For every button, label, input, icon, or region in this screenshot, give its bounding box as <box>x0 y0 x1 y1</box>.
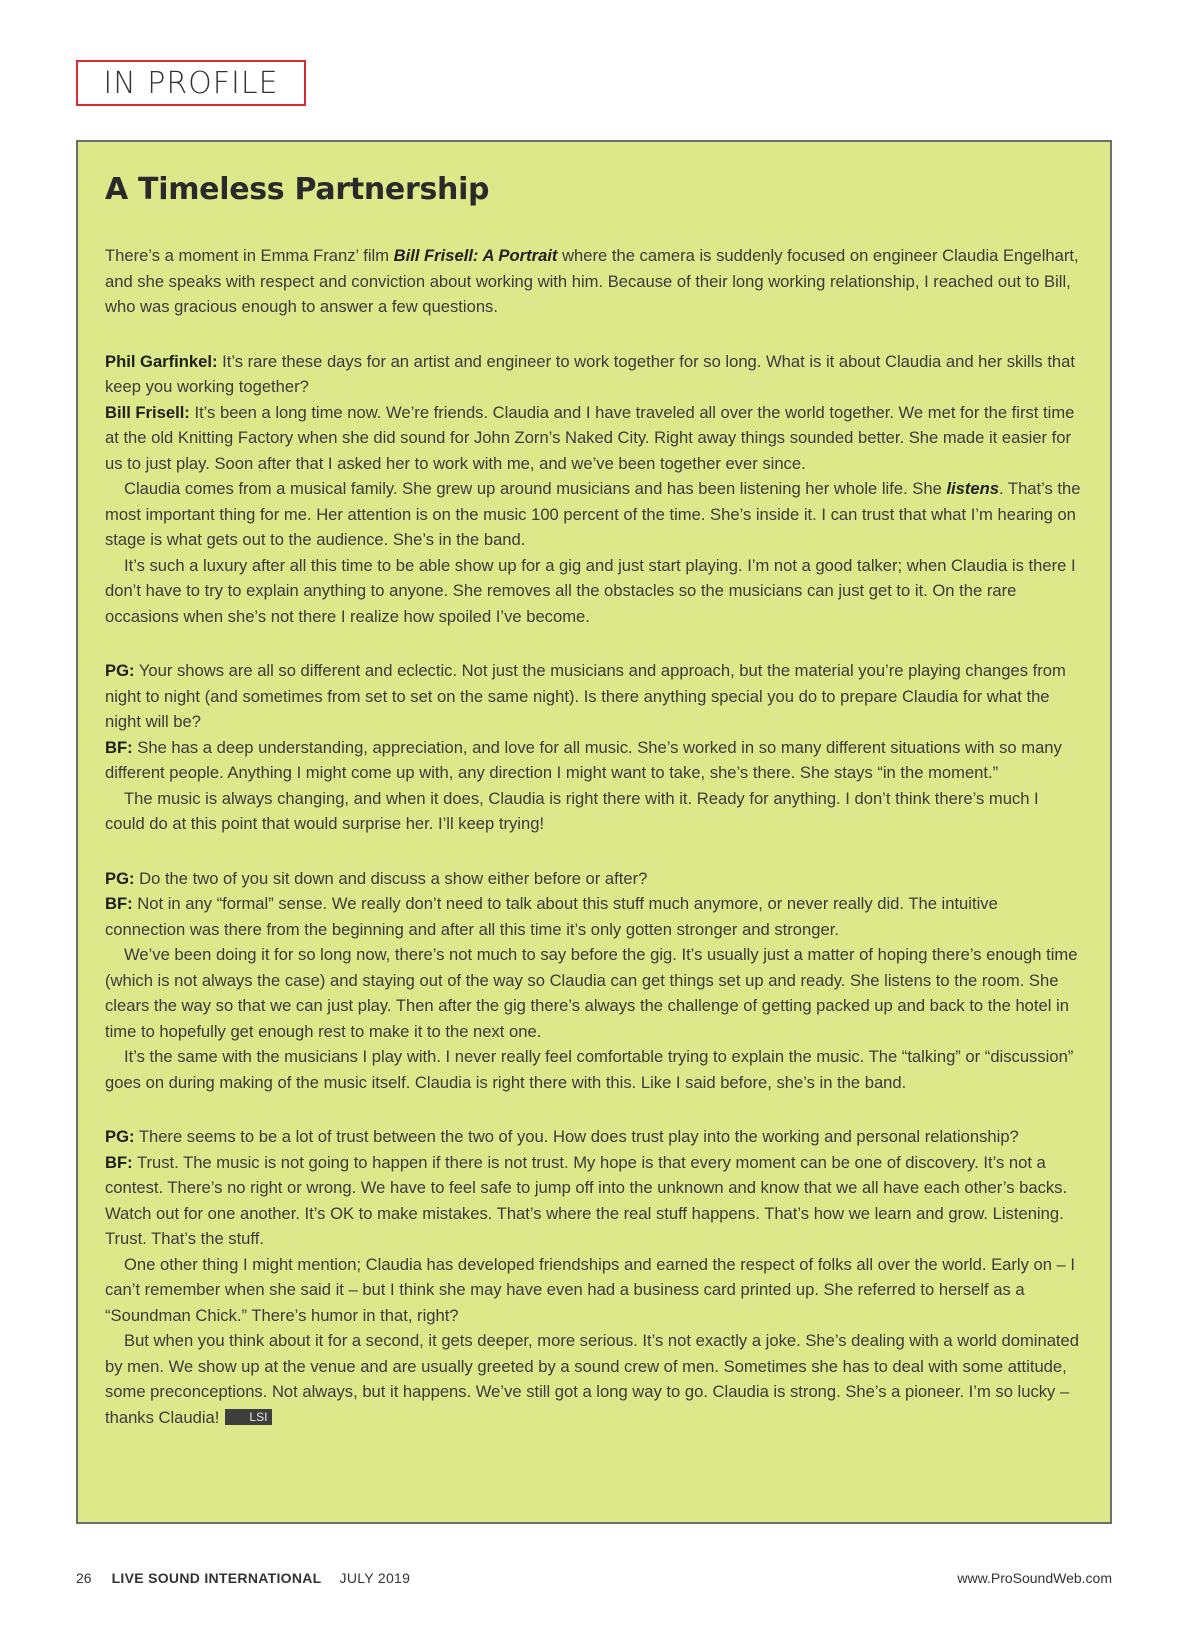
answer-3 <box>105 891 1082 942</box>
website-url: www.ProSoundWeb.com <box>957 1570 1112 1586</box>
intro-text: There’s a moment in Emma Franz’ film <box>105 246 394 265</box>
speaker-label: PG: <box>105 868 135 888</box>
answer-3-paragraph-2: We’ve been doing it for so long now, there’s not much to say before the gig. It’s usually just a matter of hoping there’s enough time (which is not always the case) and staying out of the way so Claudia can get things set up and ready. She listens to the room. She clears the way so that we can just play. Then after the gig there’s always the challenge of getting packed up and back to the hotel in time to hopefully get enough rest to make it to the next one. <box>105 945 1078 1041</box>
answer-text: Claudia comes from a musical family. She grew up around musicians and has been listening her whole life. She <box>124 479 947 498</box>
answer-1-paragraph-2 <box>105 476 1082 553</box>
film-title: Bill Frisell: A Portrait <box>393 246 558 265</box>
issue-date: JULY 2019 <box>339 1570 411 1586</box>
answer-2 <box>105 735 1082 786</box>
question-2 <box>105 658 1082 735</box>
question-1 <box>105 349 1082 400</box>
speaker-label: BF: <box>105 737 133 757</box>
article-title: A Timeless Partnership <box>105 172 490 207</box>
answer-3-paragraph-3: It’s the same with the musicians I play with. I never really feel comfortable trying to explain the music. The “talking” or “discussion” goes on during making of the music itself. Claudia is right there with this. Like I said before, she’s in the band. <box>105 1047 1074 1092</box>
question-text: Do the two of you sit down and discuss a show either before or after? <box>134 868 648 888</box>
question-text: Your shows are all so different and eclectic. Not just the musicians and approach, but the material you’re playing changes from night to night (and sometimes from set to set on the same night). Is there anything special you do to prepare Claudia for what the night will be? <box>105 661 1066 731</box>
question-4 <box>105 1124 1082 1150</box>
emphasis-listens: listens <box>946 479 1000 498</box>
answer-1 <box>105 400 1082 477</box>
publication-name: LIVE SOUND INTERNATIONAL <box>111 1570 322 1586</box>
question-text: It’s rare these days for an artist and engineer to work together for so long. What is it about Claudia and her skills that keep you working together? <box>105 351 1075 396</box>
answer-text: Trust. The music is not going to happen if there is not trust. My hope is that every moment can be one of discovery. It’s not a contest. There’s no right or wrong. We have to feel safe to jump off into the unknown and know that we all have each other’s backs. Watch out for one another. It’s OK to make mistakes. That’s where the real stuff happens. That’s how we learn and grow. Listening. Trust. That’s the stuff. <box>105 1152 1068 1248</box>
speaker-label: BF: <box>105 894 133 913</box>
question-3 <box>105 866 1082 892</box>
answer-text: She has a deep understanding, appreciation, and love for all music. She’s worked in so many different situations with so many different people. Anything I might come up with, any direction I might want to take, she’s there. She stays “in the moment.” <box>105 737 1062 782</box>
page-number: 26 <box>76 1570 92 1586</box>
speaker-label: Bill Frisell: <box>105 402 190 422</box>
answer-text-cont: . That’s the most important thing for me. Her attention is on the music 100 percent of the time. She’s inside it. I can trust that what I’m hearing on stage is what gets out to the audience. She’s in the band. <box>105 479 1081 549</box>
question-text: There seems to be a lot of trust between the two of you. How does trust play into the working and personal relationship? <box>134 1127 1019 1146</box>
speaker-label: PG: <box>105 1127 135 1146</box>
speaker-label: Phil Garfinkel: <box>105 351 218 371</box>
answer-4 <box>105 1150 1082 1252</box>
answer-text: It’s been a long time now. We’re friends. Claudia and I have traveled all over the world together. We met for the first time at the old Knitting Factory when she did sound for John Zorn’s Naked City. Right away things sounded better. She made it easier for us to just play. Soon after that I asked her to work with me, and we’ve been together ever since. <box>105 402 1075 473</box>
answer-4-paragraph-3 <box>105 1328 1082 1430</box>
answer-2-paragraph-2: The music is always changing, and when it does, Claudia is right there with it. Ready for anything. I don’t think there’s much I could do at this point that would surprise her. I’ll keep trying! <box>105 788 1039 833</box>
intro-text-cont: where the camera is suddenly focused on engineer Claudia Engelhart, and she speaks with respect and conviction about working with him. Because of their long working relationship, I reached out to Bill, who was gracious enough to answer a few questions. <box>105 246 1079 316</box>
answer-1-paragraph-3: It’s such a luxury after all this time to be able show up for a gig and just start playing. I’m not a good talker; when Claudia is there I don’t have to try to explain anything to anyone. She removes all the obstacles so the musicians can just get to it. On the rare occasions when she’s not there I realize how spoiled I’ve become. <box>105 555 1076 626</box>
intro-paragraph <box>105 243 1082 320</box>
answer-4-paragraph-2: One other thing I might mention; Claudia has developed friendships and earned the respect of folks all over the world. Early on – I can’t remember when she said it – but I think she may have even had a business card printed up. She referred to herself as a “Soundman Chick.” There’s humor in that, right? <box>105 1254 1076 1325</box>
answer-text: But when you think about it for a second, it gets deeper, more serious. It’s not exactly a joke. She’s dealing with a world dominated by men. We show up at the venue and are usually greeted by a sound crew of men. Sometimes she has to deal with some attitude, some preconceptions. Not always, but it happens. We’ve still got a long way to go. Claudia is strong. She’s a pioneer. I’m so lucky – thanks Claudia! <box>105 1331 1079 1427</box>
article-sidebar <box>76 140 1112 1524</box>
speaker-label: BF: <box>105 1152 133 1172</box>
speaker-label: PG: <box>105 661 135 680</box>
page-footer <box>76 1570 1112 1586</box>
end-mark-badge: LSI <box>225 1409 272 1425</box>
section-label: IN PROFILE <box>76 60 306 106</box>
answer-text: Not in any “formal” sense. We really don’t need to talk about this stuff much anymore, or never really did. The intuitive connection was there from the beginning and after all this time it’s only gotten stronger and stronger. <box>105 894 998 939</box>
